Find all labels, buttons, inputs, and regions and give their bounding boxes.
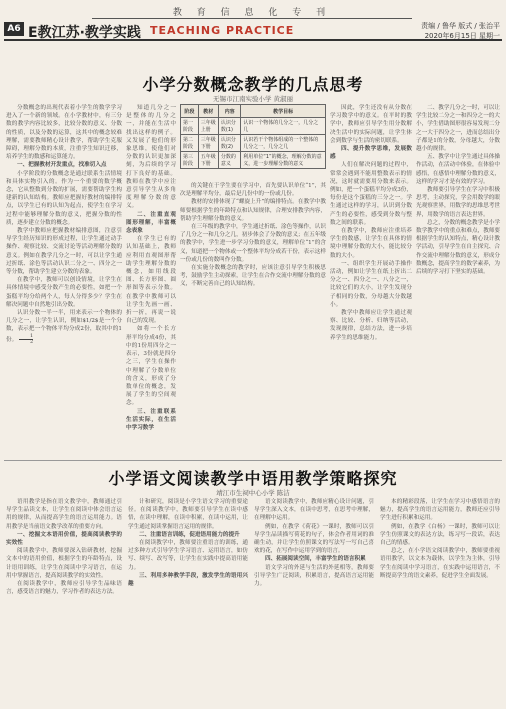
section-heading: 一、挖掘文本语用价值，提高阅读教学的实效性 xyxy=(6,531,122,547)
paragraph: 因此，学生还没有从分数在学习数学中的意义。在平时的教学中，教师应引导学生用分数解决生活中的实际问题，让学生体会到数学与生活的密切联系。 xyxy=(330,105,412,144)
article-1-column-2b xyxy=(180,182,326,454)
paragraph: 如将一个长方形平均分成4份，其中的1份用四分之一表示，3份就是四分之三，学生在操作中理解了分数单位的含义，形成了分数单位的概念，发展了学生的空间观念。 xyxy=(126,326,176,407)
paragraph: 语用教学是指在语文教学中，教师通过引导学生品读文本，让学生在阅读中体会语言运用的规律，从而提高学生的语言运用能力。语用教学是当前语文教学改革的重要方向。 xyxy=(6,499,122,530)
article-2-column-1 xyxy=(6,498,122,704)
article-1-title: 小学分数概念教学的几点思考 xyxy=(142,75,364,94)
header-slogan: 教 育 信 息 化 专 刊 xyxy=(172,8,332,18)
fraction-lead-text: 认识分数一半一半，用来表示一个物体的几分之一，让学生认识，例如$1/2$是一个分数，表示把一个物体平均分成2份，取其中的1份。 xyxy=(6,310,122,343)
table-row xyxy=(181,135,326,152)
paragraph: 在实施分数概念的教学时，应该注意引导学生积极思考，鼓励学生主动探索，让学生在合作交流中理解分数的意义，不断完善自己的认知结构。 xyxy=(180,265,326,288)
paragraph: 人们在解决问题的过程中，常常会遇到不能用整数表示的情况，这时就需要用分数来表示。例如，把一个蛋糕平均分成3份，每份是这个蛋糕的三分之一。学生通过这样的学习，认识到分数产生的必要性，感受到分数与整数之间的联系。 xyxy=(330,162,412,226)
table-cell: 五年级下册 xyxy=(198,152,218,169)
editor-line-1: 责编 / 鲁华 版式 / 张治平 xyxy=(421,22,500,30)
section-heading: 四、提升数学思维，发展数感 xyxy=(330,146,412,161)
section-heading: 三、注重联系生活实际，在生活中学习数学 xyxy=(126,408,176,431)
table-cell: 分数的意义 xyxy=(218,152,240,169)
header-rule xyxy=(4,39,502,41)
article-2-title: 小学语文阅读教学中语用教学策略探究 xyxy=(108,469,398,488)
section-heading: 一、把握教材开发重点，找准切入点 xyxy=(17,162,107,169)
section-heading: 二、注重语言训练，促进语用能力的提升 xyxy=(139,531,240,538)
paragraph: 总之，分数的概念教学是小学数学教学中的重点和难点，教师要根据学生的认知特点，精心设计教学活动，引导学生在自主探究、合作交流中理解分数的意义，形成分数概念，提高学生的数学素养，为后续的学习打下坚实的基础。 xyxy=(416,219,500,276)
paragraph: 教师要引导学生在学习中积极思考，主动探究，学会用数学的眼光观察世界，用数学的思维思考世界，用数学的语言表达世界。 xyxy=(416,187,500,218)
article-2-byline: 靖江市生祠中心小学 陈洁 xyxy=(216,489,290,497)
table-header-cell: 阶段 xyxy=(181,105,199,118)
editor-info xyxy=(421,21,500,41)
table-row xyxy=(181,152,326,169)
article-divider xyxy=(4,460,502,461)
paragraph: 教材的安排体现了“螺旋上升”的编排特点。在教学中教师要根据学生的年龄特点和认知规律，合理安排教学内容，帮助学生理解分数的意义。 xyxy=(180,199,326,222)
article-1-byline: 无锡市江南实验小学 黄淑丽 xyxy=(212,95,294,103)
table-cell: 认识若干个物体组成的一个整体的几分之一，几分之几 xyxy=(241,135,326,152)
page-number-tag: A6 xyxy=(4,22,24,36)
paragraph: 知道几分之一是整体的几分之一，并能在生活中找出这样的例子。又发展了他们的形象思维，使他们对分数的认识更加深刻，为后续的学习打下良好的基础。教师在教学中应注意引导学生从多角度理解分数的意义。 xyxy=(126,105,176,210)
paragraph: 在阅读教学中，教师要注重语言的训练，通过多种方式引导学生学习语言、运用语言，如仿写、续写、改写等，让学生在实践中提高语用能力。 xyxy=(128,540,248,571)
article-2-column-2 xyxy=(128,498,248,704)
article-1-column-3 xyxy=(330,104,412,454)
paragraph: 在三年级的教学中，学生通过折纸、涂色等操作，认识了几分之一和几分之几，初步体会了分数的意义；在五年级的教学中，学生进一步学习分数的意义，理解单位“1”的含义，知道把一个物体或一个整体平均分成若干份，表示这样一份或几份的数叫作分数。 xyxy=(180,224,326,263)
stage-table xyxy=(180,104,326,169)
paragraph: 语文阅读教学中，教师应精心设计问题，引导学生深入文本，在读中思考，在思考中理解，在理解中运用。 xyxy=(254,499,374,522)
curriculum-table xyxy=(180,104,326,178)
article-1-column-4 xyxy=(416,104,500,454)
paragraph: 二、教学几分之一时，可以让学生比较二分之一和四分之一的大小，学生借助图形很容易发现二分之一大于四分之一，进而总结出分子都是1的分数，分母越大，分数越小的规律。 xyxy=(416,105,500,153)
paragraph xyxy=(6,309,122,345)
paragraph: 总之，在小学语文阅读教学中，教师要重视语用教学，以文本为载体，以学生为主体，引导学生在阅读中学习语言，在实践中运用语言，不断提高学生的语文素养，促进学生全面发展。 xyxy=(380,548,500,579)
table-cell: 第三阶段 xyxy=(181,152,199,169)
article-2-column-3 xyxy=(254,498,374,704)
article-1-column-2 xyxy=(126,104,176,454)
editor-line-2: 2020年6月15日 星期一 xyxy=(424,32,500,40)
table-cell: 第一阶段 xyxy=(181,118,199,135)
section-heading: 二、注重直观图形理解，丰富概念表象 xyxy=(126,211,176,235)
table-header-cell: 内容 xyxy=(218,105,240,118)
section-heading: 四、拓展阅读空间，丰富学生的语言积累 xyxy=(265,556,366,563)
article-1-column-1 xyxy=(6,104,122,454)
paragraph: 一、组织学生开展动手操作活动，例如让学生在纸上折出二分之一、四分之一、八分之一，比较它们的大小，让学生发现分子相同的分数，分母越大分数越小。 xyxy=(330,260,412,308)
table-cell: 认识一个物体的几分之一，几分之几 xyxy=(241,118,326,135)
section-brand-english: TEACHING PRACTICE xyxy=(150,24,295,37)
paragraph: 分数概念的出现代表着小学生的数学学习进入了一个新的领域。在小学教材中，有三分数的教学内容比较多，比较分数的意义、分数的性质，以及分数的运算，这其中的概念较难理解，需要教师精心设计教学，帮助学生克服障碍，理解分数的本质，注重学生知识迁移，培养学生的数感和运算能力。 xyxy=(6,105,122,161)
paragraph: 本的精彩段落，让学生在学习中感悟语言的魅力，提高学生的语言运用能力，教师还应引导学生进行积累和运用。 xyxy=(380,499,500,522)
table-cell: 认识分数(1) xyxy=(218,118,240,135)
section-brand: E教江苏·教学实践 xyxy=(28,25,141,41)
table-cell: 第二阶段 xyxy=(181,135,199,152)
section-heading: 三、利用多种教学手段，激发学生的语用兴趣 xyxy=(128,572,248,588)
paragraph: 教学中教师应把握教材编排意图，注意引导学生经历知识的形成过程，让学生通过动手操作、观察比较、交流讨论等活动理解分数的意义。例如在教学几分之一时，可以让学生通过折纸、涂色等活动认识二分之一、四分之一等分数，帮助学生建立分数的表象。 xyxy=(6,228,122,276)
fraction-one-half: $\frac{1}{2}$ xyxy=(19,334,33,345)
paragraph: 例如，在教学《荷花》一课时，教师可以引导学生品读描写荷花的句子，体会作者用词的准确生动，并让学生仿照课文的写法写一写自己喜欢的花，在写作中运用学到的语言。 xyxy=(254,523,374,555)
paragraph: 的关键在于学生要在学习中，首先要认识单位“1”，其次是理解平均分，最后是几份中的一份或几份。 xyxy=(180,183,326,198)
paragraph: 五、教学中让学生通过具体操作活动，在活动中体验，在体验中感悟，在感悟中理解分数的意义，这样的学习才是有效的学习。 xyxy=(416,154,500,185)
paragraph: 在教学中，教师可以创设情境，让学生在具体情境中感受分数产生的必要性，如把一个蛋糕平均分给两个人，每人分得多少？学生在解决问题中自然地引出分数。 xyxy=(6,277,122,308)
table-cell: 三年级下册 xyxy=(198,135,218,152)
paragraph: 例如，在教学《白杨》一课时，教师可以让学生仿照课文的表达方法，练习写一段话，表达自己的情感。 xyxy=(380,523,500,547)
paragraph: 语文学习的外延与生活的外延相等，教师要引导学生广泛阅读，积累语言，提高语言运用能力。 xyxy=(254,564,374,588)
paragraph: 计和研究，阅读是小学生语文学习的重要途径。在阅读教学中，教师要引导学生在读中感悟，在读中理解，在读中积累，在读中运用，让学生通过阅读掌握语言运用的规律。 xyxy=(128,499,248,530)
table-header-row xyxy=(181,105,326,118)
paragraph: 在教学中，教师应注重培养学生的数感，让学生在具体的情境中理解分数的大小，能比较分数的大小。 xyxy=(330,228,412,259)
paragraph: 阅读教学中，教师要深入钻研教材，挖掘文本中的语用价值，根据学生的年龄特点，设计语用训练，让学生在阅读中学习语言，在运用中掌握语言，提高阅读教学的实效性。 xyxy=(6,548,122,579)
table-header-cell: 教材 xyxy=(198,105,218,118)
table-cell: 认识分数(2) xyxy=(218,135,240,152)
paragraph: 在阅读教学中，教师应引导学生品味语言，感受语言的魅力，学习作者的表达方法。 xyxy=(6,581,122,596)
page-header xyxy=(0,0,506,41)
paragraph: 在学生已有的认知基础上，教师应利用直观图形帮助学生理解分数的概念，如用线段图、长方形图、圆形图等表示分数。在教学中教师可以让学生先画一画、折一折，再说一说自己的发现。 xyxy=(126,236,176,325)
table-cell: 三年级上册 xyxy=(198,118,218,135)
paragraph: 小学阶段的分数概念是通过联系生活情境和具体实物引入的。作为一个重要的数学概念，它从整数到分数的扩展，需要帮助学生构建新的认知结构。教师应把握好教材的编排特点，以学生已有的认知为起点，使学生在学习过程中能够理解分数的意义，把握分数的性质，逐步建立分数的概念。 xyxy=(6,170,122,226)
paragraph: 教学中教师应让学生通过观察、比较、分析、归纳等活动，发现规律，总结方法，进一步培养学生的思维能力。 xyxy=(330,310,412,341)
slogan-rule xyxy=(92,18,412,19)
table-header-cell: 教学目标 xyxy=(241,105,326,118)
table-cell: 利用单位“1”的概念，理解分数的意义，进一步理解分数的意义 xyxy=(241,152,326,169)
article-2-column-4 xyxy=(380,498,500,704)
table-row xyxy=(181,118,326,135)
